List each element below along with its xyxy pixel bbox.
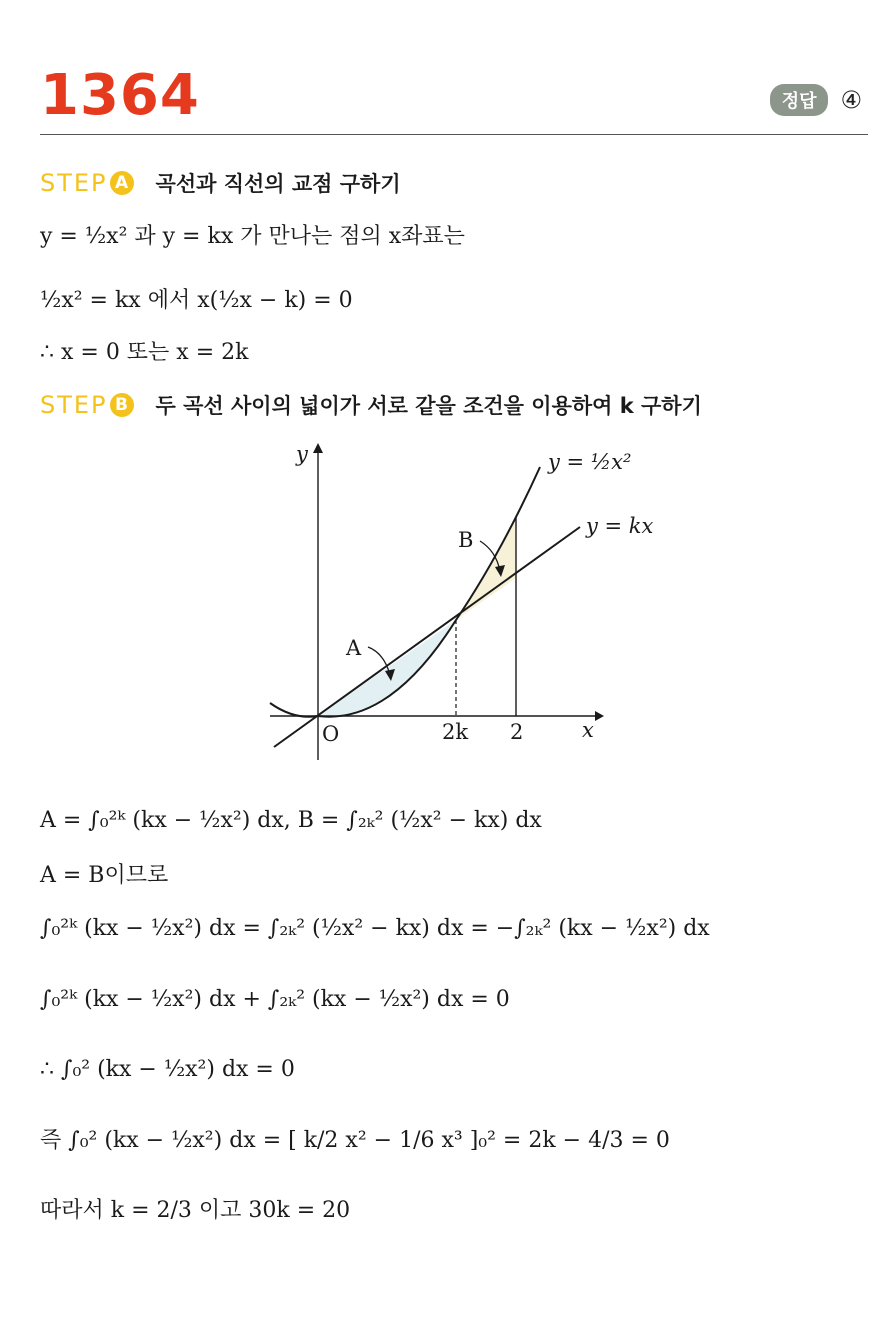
region-a-shade	[318, 620, 456, 717]
x-axis-label: x	[582, 718, 594, 742]
parabola-label: y = ½x²	[548, 450, 632, 474]
equation-line-5: A = B이므로	[40, 863, 169, 888]
step-b-heading	[40, 390, 702, 420]
equation-line-9: 즉 ∫₀² (kx − ½x²) dx = [ k/2 x² − 1/6 x³ ]₀² = 2k − 4/3 = 0	[40, 1128, 670, 1153]
answer-badge: 정답	[770, 84, 829, 116]
equation-line-2: ½x² = kx 에서 x(½x − k) = 0	[40, 288, 353, 313]
step-letter-badge: B	[110, 393, 134, 417]
region-a-label: A	[346, 636, 362, 660]
line-kx	[274, 527, 580, 747]
equation-line-6: ∫₀²ᵏ (kx − ½x²) dx = ∫₂ₖ² (½x² − kx) dx = −∫₂ₖ² (kx − ½x²) dx	[40, 916, 710, 941]
equation-line-8: ∴ ∫₀² (kx − ½x²) dx = 0	[40, 1057, 295, 1082]
step-letter-badge: A	[110, 171, 134, 195]
step-a-heading	[40, 168, 401, 198]
step-word: STEP	[40, 391, 108, 419]
x-axis-arrow	[595, 711, 604, 721]
tick-2k-label: 2k	[442, 720, 469, 744]
origin-label: O	[322, 722, 340, 746]
line-label: y = kx	[586, 514, 654, 538]
region-b-label: B	[458, 528, 474, 552]
step-title: 두 곡선 사이의 넓이가 서로 같을 조건을 이용하여 k 구하기	[155, 394, 702, 418]
step-title: 곡선과 직선의 교점 구하기	[155, 172, 401, 196]
header	[40, 63, 868, 136]
step-word: STEP	[40, 169, 108, 197]
y-axis-arrow	[313, 443, 323, 453]
graph-diagram	[260, 435, 680, 770]
equation-line-7: ∫₀²ᵏ (kx − ½x²) dx + ∫₂ₖ² (kx − ½x²) dx = 0	[40, 987, 510, 1012]
problem-number: 1364	[40, 63, 200, 128]
answer-value: ④	[840, 86, 862, 114]
y-axis-label: y	[296, 442, 308, 466]
answer-block	[770, 84, 862, 116]
header-divider	[40, 134, 868, 135]
tick-2-label: 2	[510, 720, 524, 744]
equation-line-4: A = ∫₀²ᵏ (kx − ½x²) dx, B = ∫₂ₖ² (½x² − kx) dx	[40, 808, 542, 833]
equation-line-1: y = ½x² 과 y = kx 가 만나는 점의 x좌표는	[40, 224, 465, 249]
equation-line-10: 따라서 k = 2/3 이고 30k = 20	[40, 1198, 351, 1223]
equation-line-3: ∴ x = 0 또는 x = 2k	[40, 340, 249, 365]
